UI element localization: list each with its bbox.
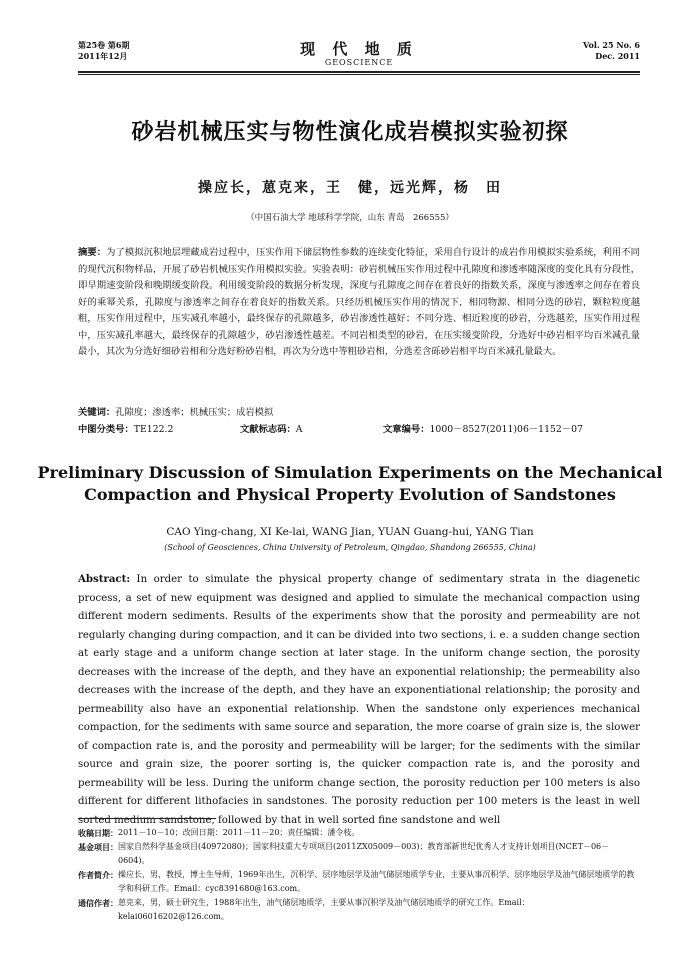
- volume-issue-en: Vol. 25 No. 6: [583, 40, 640, 50]
- footnote-author-bio: [78, 868, 640, 896]
- article-label: 文章编号：: [383, 424, 430, 435]
- abstract-en-text: In order to simulate the physical property change of sedimentary strata in the diagenetic process, a set of new equipment was designed and applied to simulate the mechanical compaction using different modern sediments. Results of the experiments show that the porosity and permeability are not regularly changing during compaction, and it can be divided into two sections, i. e. a sudden change section at early stage and a uniform change section at later stage. In the uniform change section, the porosity decreases with the increase of the depth, and they have an exponential relationship; the permeability also decreases with the increase of the depth, and they have an exponentiational relationship; the porosity and permeability also have an exponential relationship. When the sandstone only experiences mechanical compaction, for the sediments with same source and separation, the more coarse of grain size is, the slower of compaction rate is, and the porosity and permeability will be larger; for the sediments with the similar source and grain size, the poorer sorting is, the quicker compaction rate is, and the porosity and permeability will be less. During the uniform change section, the porosity reduction per 100 meters is also different for different lithofacies in sandstones. The porosity reduction per 100 meters is the least in well sorted medium sandstone, followed by that in well sorted fine sandstone and well: [78, 574, 640, 826]
- footnote-label: 作者简介：: [78, 870, 118, 880]
- affiliation-cn: （中国石油大学 地球科学学院，山东 青岛 266555）: [246, 213, 454, 223]
- article-value: 1000－8527(2011)06－1152－07: [429, 424, 583, 435]
- header-rule-thick: [78, 71, 640, 73]
- clc-value: TE122.2: [133, 424, 174, 435]
- footnote-text: 国家自然科学基金项目(40972080)；国家科技重大专项项目(2011ZX05009－003)；教育部新世纪优秀人才支持计划项目(NCET－06－0604)。: [118, 842, 610, 865]
- running-header: [78, 40, 640, 70]
- paper-title-en: [0, 462, 700, 506]
- article-number: [383, 422, 583, 438]
- document-code: [240, 422, 303, 438]
- footnote-corresponding: [78, 896, 640, 924]
- title-en-line2: Compaction and Physical Property Evolution of Sandstones: [84, 485, 616, 504]
- header-rule-thin: [78, 74, 640, 75]
- footnote-label: 基金项目：: [78, 842, 118, 852]
- footnote-text: 操应长，男，教授，博士生导师，1969年出生，沉积学、层序地层学及油气储层地质学专业，主要从事沉积学、层序地层学及油气储层地质学的教学和科研工作。Email：cyc8391680@163.com。: [118, 870, 635, 893]
- clc-number: [78, 422, 173, 438]
- journal-name-cn: 现 代 地 质: [300, 40, 418, 58]
- abstract-cn-text: 为了模拟沉积地层埋藏成岩过程中，压实作用下储层物性参数的连续变化特征，采用自行设计的成岩作用模拟实验系统，利用不同的现代沉积物样品，开展了砂岩机械压实作用模拟实验。实验表明：砂岩机械压实作用过程中孔隙度和渗透率随深度的变化具有分段性，即早期速变阶段和晚期缓变阶段。利用缓变阶段的数据分析发现，深度与孔隙度之间存在着良好的指数关系，深度与渗透率之间存在着良好的乘幂关系，孔隙度与渗透率之间存在着良好的指数关系。只经历机械压实作用的情况下，相同物源、相同分选的砂岩，颗粒粒度越粗，压实作用过程中，压实减孔率越小，最终保存的孔隙越多，砂岩渗透性越好；不同分选、相近粒度的砂岩，分选越差，压实作用过程中，压实减孔率越大，最终保存的孔隙越少，砂岩渗透性越差。不同岩相类型的砂岩，在压实缓变阶段，分选好中砂岩相平均百米减孔量最小，其次为分选好细砂岩相和分选好粉砂岩相，再次为分选中等粗砂岩相，分选差含砾砂岩相平均百米减孔量最大。: [78, 247, 640, 357]
- footnote-received: [78, 826, 640, 840]
- abstract-en: [78, 570, 640, 830]
- header-center: [78, 40, 640, 68]
- footnote-text: 葸克来，男，硕士研究生，1988年出生，油气储层地质学，主要从事沉积学及油气储层地质学的研究工作。Email：kelai06016202@126.com。: [118, 898, 530, 921]
- date-en: Dec. 2011: [595, 51, 640, 61]
- title-en-line1: Preliminary Discussion of Simulation Experiments on the Mechanical: [37, 463, 663, 482]
- doc-value: A: [295, 424, 303, 435]
- date-cn: 2011年12月: [78, 51, 128, 61]
- authors-en: CAO Ying-chang, XI Ke-lai, WANG Jian, YUAN Guang-hui, YANG Tian: [166, 526, 534, 538]
- keywords-cn-label: 关键词：: [78, 407, 116, 418]
- keywords-cn-text: 孔隙度；渗透率；机械压实；成岩模拟: [115, 407, 274, 418]
- abstract-en-label: Abstract:: [78, 573, 131, 585]
- footnote-text: 2011－10－10；改回日期：2011－11－20；责任编辑：潘令枝。: [118, 828, 360, 837]
- volume-issue-cn: 第25卷 第6期: [78, 40, 130, 50]
- doc-label: 文献标志码：: [240, 424, 296, 435]
- abstract-cn-label: 摘要：: [78, 247, 107, 258]
- footnote-rule: [78, 818, 216, 819]
- paper-title-cn: 砂岩机械压实与物性演化成岩模拟实验初探: [131, 119, 569, 145]
- header-right: [583, 40, 640, 62]
- journal-name-en: GEOSCIENCE: [324, 58, 394, 67]
- affiliation-en: (School of Geosciences, China University of Petroleum, Qingdao, Shandong 266555, China): [164, 543, 536, 552]
- footnotes: [78, 826, 640, 924]
- keywords-cn: [78, 405, 640, 421]
- clc-label: 中图分类号：: [78, 424, 134, 435]
- footnote-label: 收稿日期：: [78, 828, 118, 838]
- footnote-label: 通信作者：: [78, 898, 118, 908]
- authors-cn: 操应长，葸克来，王 健，远光辉，杨 田: [198, 180, 502, 196]
- abstract-cn: [78, 245, 640, 361]
- footnote-funding: [78, 840, 640, 868]
